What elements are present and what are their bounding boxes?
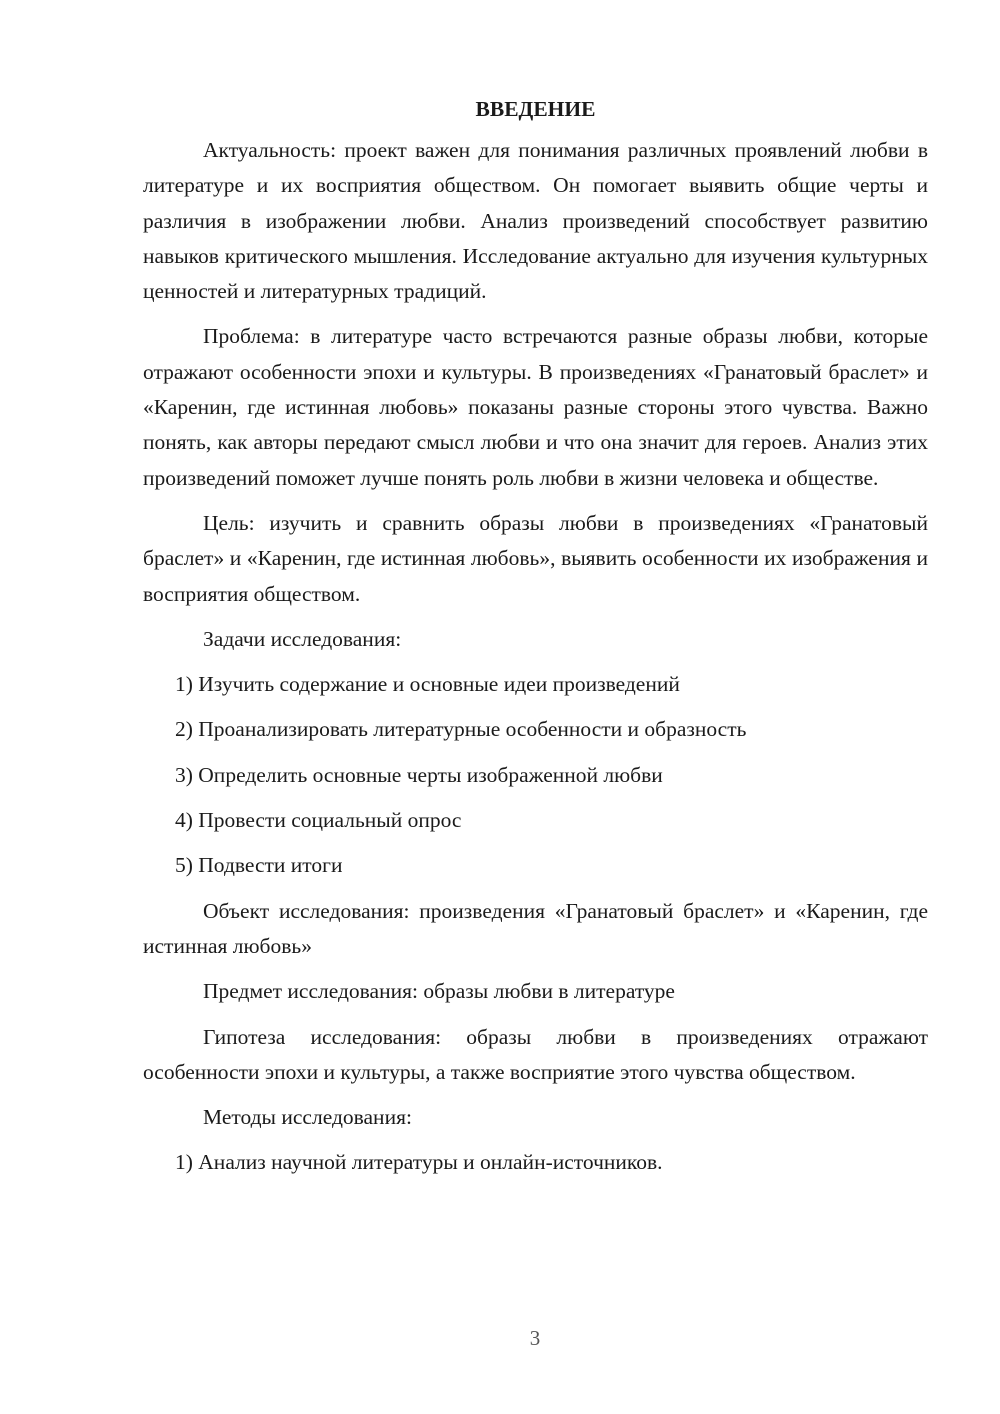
- task-item: 5) Подвести итоги: [175, 853, 343, 878]
- tasks-list: [143, 667, 928, 883]
- page-number: 3: [529, 1326, 541, 1350]
- methods-heading: Методы исследования:: [203, 1105, 412, 1130]
- method-item: 1) Анализ научной литературы и онлайн-источников.: [175, 1150, 663, 1175]
- document-page: [143, 92, 928, 1191]
- task-item: 2) Проанализировать литературные особенности и образность: [175, 717, 747, 742]
- paragraph-hypothesis: Гипотеза исследования: образы любви в произведениях отражают особенности эпохи и культуры, а также восприятие этого чувства обществом.: [143, 1024, 928, 1084]
- page-title: ВВЕДЕНИЕ: [475, 97, 596, 121]
- paragraph-goal: Цель: изучить и сравнить образы любви в произведениях «Гранатовый браслет» и «Каренин, где истинная любовь», выявить особенности их изображения и восприятия обществом.: [143, 510, 928, 606]
- task-item: 3) Определить основные черты изображенной любви: [175, 762, 663, 787]
- paragraph-object: Объект исследования: произведения «Гранатовый браслет» и «Каренин, где истинная любовь»: [143, 898, 928, 958]
- task-item: 1) Изучить содержание и основные идеи произведений: [175, 672, 680, 697]
- paragraph-relevance: Актуальность: проект важен для понимания различных проявлений любви в литературе и их восприятия обществом. Он помогает выявить общие черты и различия в изображении любви. Анализ произведений способствует развитию навыков критического мышления. Исследование актуально для изучения культурных ценностей и литературных традиций.: [143, 138, 928, 304]
- tasks-heading: Задачи исследования:: [203, 626, 402, 651]
- paragraph-subject: Предмет исследования: образы любви в литературе: [203, 979, 675, 1004]
- paragraph-problem: Проблема: в литературе часто встречаются разные образы любви, которые отражают особенности эпохи и культуры. В произведениях «Гранатовый браслет» и «Каренин, где истинная любовь» показаны разные стороны этого чувства. Важно понять, как авторы передают смысл любви и что она значит для героев. Анализ этих произведений поможет лучше понять роль любви в жизни человека и обществе.: [143, 324, 928, 490]
- methods-list: [143, 1145, 928, 1180]
- task-item: 4) Провести социальный опрос: [175, 808, 462, 833]
